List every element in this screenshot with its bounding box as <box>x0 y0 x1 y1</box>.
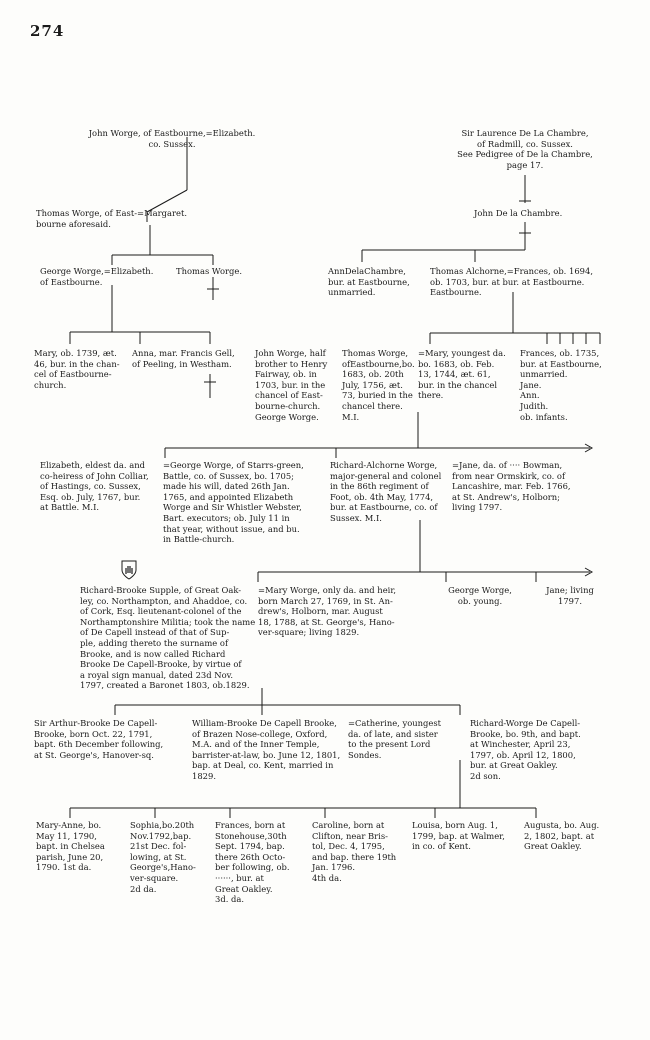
john-de-la-chambre-entry: John De la Chambre. <box>474 208 563 218</box>
caroline-entry: Caroline, born at Clifton, near Bris- tol, Dec. 4, 1795, and bap. there 19th Jan. 1796. 4th da. <box>312 820 397 883</box>
de-la-chambre-entry: Sir Laurence De La Chambre, of Radmill, co. Sussex. See Pedigree of De la Chambre, page 17. <box>457 128 593 170</box>
thomas-worge-entry: Thomas Worge, of East-=Margaret. bourne aforesaid. <box>36 208 187 229</box>
mary-entry: Mary, ob. 1739, æt. 46, bur. in the chan- cel of Eastbourne- church. <box>34 348 120 390</box>
george-worge-young-entry: George Worge, ob. young. <box>448 585 512 606</box>
george-worge-starrs-green-entry: =George Worge, of Starrs-green, Battle, co. of Sussex, bo. 1705; made his will, dated 26th Jan. 1765, and appointed Elizabeth Worge and Sir Whistler Webster, Bart. executors; ob. July 11 in that year, without issue, and bu. in Battle-church. <box>163 460 304 545</box>
thomas-worge-2-entry: Thomas Worge. <box>176 266 242 276</box>
george-worge-entry: George Worge,=Elizabeth. of Eastbourne. <box>40 266 154 287</box>
sophia-entry: Sophia,bo.20th Nov.1792,bap. 21st Dec. fol- lowing, at St. George's,Hano- ver-square. 2d da. <box>130 820 196 894</box>
richard-brooke-supple-entry: Richard-Brooke Supple, of Great Oak- ley, co. Northampton, and Ahaddoe, co. of Cork, Esq. lieutenant-colonel of the Northamptonshire Militia; took the name of De Capell instead of that of Sup- ple, adding thereto the surname of Brooke, and is now called Richard Brooke De Capell-Brooke, by virtue of a royal sign manual, dated 23d Nov. 1797, created a Baronet 1803, ob.1829. <box>80 585 256 691</box>
thomas-worge-eastbourne-entry: Thomas Worge, ofEastbourne,bo. 1683, ob. 20th July, 1756, æt. 73, buried in the chancel there. M.I. <box>342 348 415 422</box>
mary-anne-entry: Mary-Anne, bo. May 11, 1790, bapt. in Chelsea parish, June 20, 1790. 1st da. <box>36 820 105 873</box>
richard-worge-de-capell-entry: Richard-Worge De Capell- Brooke, bo. 9th, and bapt. at Winchester, April 23, 1797, ob. April 12, 1800, bur. at Great Oakley. 2d son. <box>470 718 581 781</box>
jane-living-entry: Jane; living 1797. <box>546 585 594 606</box>
augusta-entry: Augusta, bo. Aug. 2, 1802, bapt. at Great Oakley. <box>524 820 600 852</box>
elizabeth-colliar-entry: Elizabeth, eldest da. and co-heiress of John Colliar, of Hastings, co. Sussex, Esq. ob. July, 1767, bur. at Battle. M.I. <box>40 460 149 513</box>
richard-alchorne-worge-entry: Richard-Alchorne Worge, major-general and colonel in the 86th regiment of Foot, ob. 4th May, 1774, bur. at Eastbourne, co. of Sussex. M.I. <box>330 460 442 523</box>
anna-entry: Anna, mar. Francis Gell, of Peeling, in Westham. <box>132 348 235 369</box>
thomas-alchorne-entry: Thomas Alchorne,=Frances, ob. 1694, ob. 1703, bur. at bur. at Eastbourne. Eastbourne. <box>430 266 593 298</box>
mary-worge-heir-entry: =Mary Worge, only da. and heir, born March 27, 1769, in St. An- drew's, Holborn, mar. August 18, 1788, at St. George's, Hano- ver-square; living 1829. <box>258 585 397 638</box>
john-worge-half-brother-entry: John Worge, half brother to Henry Fairway, ob. in 1703, bur. in the chancel of East- bourne-church. George Worge. <box>255 348 328 422</box>
william-brooke-entry: William-Brooke De Capell Brooke, of Brazen Nose-college, Oxford, M.A. and of the Inner Temple, barrister-at-law, bo. June 12, 1801, bap. at Deal, co. Kent, married in 1829. <box>192 718 341 781</box>
frances-entry: Frances, ob. 1735, bur. at Eastbourne, unmarried. Jane. Ann. Judith. ob. infants. <box>520 348 602 422</box>
arthur-brooke-entry: Sir Arthur-Brooke De Capell- Brooke, born Oct. 22, 1791, bapt. 6th December following, at St. George's, Hanover-sq. <box>34 718 164 760</box>
page-number: 274 <box>30 22 65 40</box>
louisa-entry: Louisa, born Aug. 1, 1799, bap. at Walmer, in co. of Kent. <box>412 820 505 852</box>
jane-bowman-entry: =Jane, da. of ···· Bowman, from near Ormskirk, co. of Lancashire, mar. Feb. 1766, at St. Andrew's, Holborn; living 1797. <box>452 460 571 513</box>
mary-youngest-entry: =Mary, youngest da. bo. 1683, ob. Feb. 13, 1744, æt. 61, bur. in the chancel there. <box>418 348 506 401</box>
coat-of-arms-icon <box>120 560 138 580</box>
catherine-entry: =Catherine, youngest da. of late, and sister to the present Lord Sondes. <box>348 718 442 760</box>
ann-de-la-chambre-entry: AnnDelaChambre, bur. at Eastbourne, unmarried. <box>328 266 410 298</box>
john-worge-entry: John Worge, of Eastbourne,=Elizabeth. co. Sussex. <box>88 128 256 149</box>
frances-stonehouse-entry: Frances, born at Stonehouse,30th Sept. 1794, bap. there 26th Octo- ber following, ob. ······, bur. at Great Oakley. 3d. da. <box>215 820 290 905</box>
